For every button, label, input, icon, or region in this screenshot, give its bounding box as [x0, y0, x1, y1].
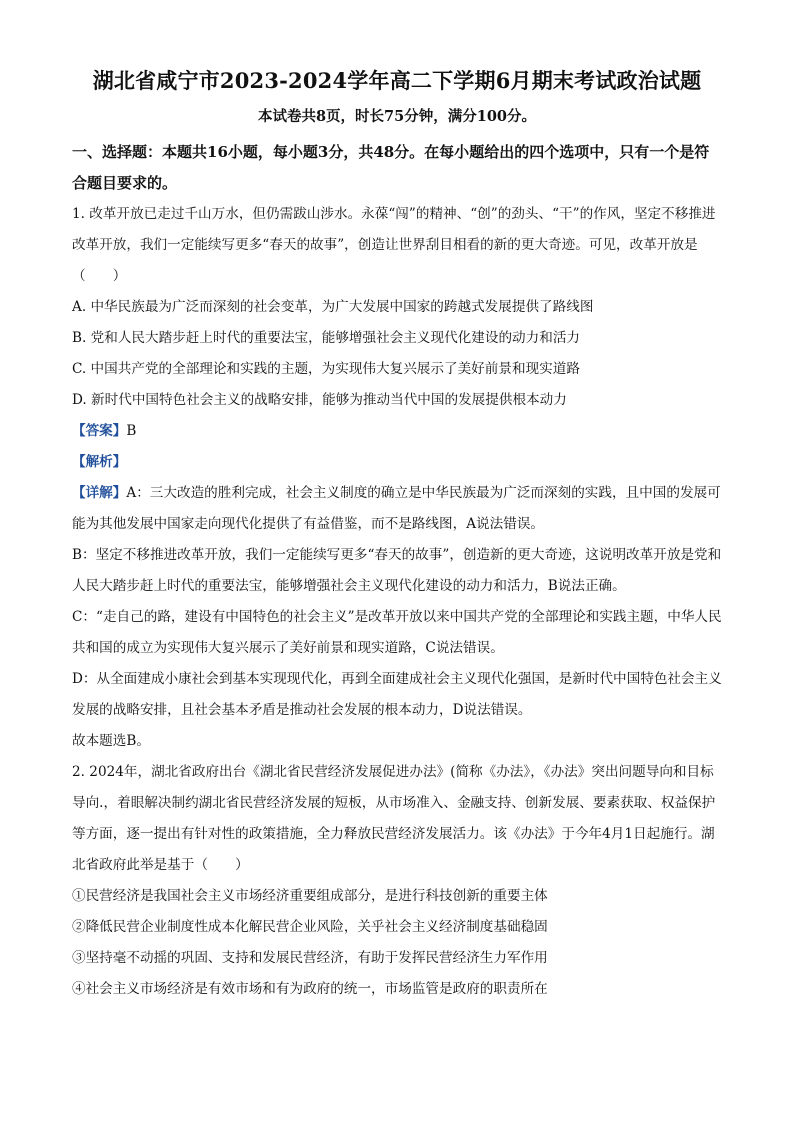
detail-a-text: A：三大改造的胜利完成，社会主义制度的确立是中华民族最为广泛而深刻的实践，且中国的发展可能为其他发展中国家走向现代化提供了有益借鉴，而不是路线图，A说法错误。	[72, 485, 721, 532]
question-2-item-1: ①民营经济是我国社会主义市场经济重要组成部分，是进行科技创新的重要主体	[72, 888, 548, 904]
detail-c: C：“走自己的路，建设有中国特色的社会主义”是改革开放以来中国共产党的全部理论和实践主题，中华人民共和国的成立为实现伟大复兴展示了美好前景和现实道路，C说法错误。	[72, 609, 722, 656]
analysis-label: 【解析】	[72, 454, 127, 470]
document-title: 湖北省咸宁市2023-2024学年高二下学期6月期末考试政治试题	[92, 68, 702, 93]
question-1-option-b: B. 党和人民大踏步赶上时代的重要法宝，能够增强社会主义现代化建设的动力和活力	[72, 330, 581, 346]
detail-b: B：坚定不移推进改革开放，我们一定能续写更多“春天的故事”，创造新的更大奇迹，这说明改革开放是党和人民大踏步赶上时代的重要法宝，能够增强社会主义现代化建设的动力和活力，B说法正确。	[72, 547, 722, 594]
conclusion: 故本题选B。	[72, 733, 150, 749]
question-1-option-c: C. 中国共产党的全部理论和实践的主题，为实现伟大复兴展示了美好前景和现实道路	[72, 361, 580, 377]
question-1-stem: 1. 改革开放已走过千山万水，但仍需跋山涉水。永葆“闯”的精神、“创”的劲头、“干”的作风，坚定不移推进改革开放，我们一定能续写更多“春天的故事”，创造让世界刮目相看的新的更大奇迹。可见，改革开放是（ ）	[72, 206, 716, 284]
detail-label: 【详解】	[72, 485, 127, 501]
detail-a	[72, 478, 724, 540]
question-2-item-2: ②降低民营企业制度性成本化解民营企业风险，关乎社会主义经济制度基础稳固	[72, 919, 548, 935]
question-2-item-4: ④社会主义市场经济是有效市场和有为政府的统一，市场监管是政府的职责所在	[72, 981, 548, 997]
analysis-line	[72, 447, 724, 478]
detail-d: D：从全面建成小康社会到基本实现现代化，再到全面建成社会主义现代化强国，是新时代中国特色社会主义发展的战略安排，且社会基本矛盾是推动社会发展的根本动力，D说法错误。	[72, 671, 722, 718]
answer-value: B	[126, 423, 137, 439]
question-2-stem: 2. 2024年，湖北省政府出台《湖北省民营经济发展促进办法》(简称《办法》，《办法》突出问题导向和目标导向.，着眼解决制约湖北省民营经济发展的短板，从市场准入、金融支持、创新发展、要素获取、权益保护等方面，逐一提出有针对性的政策措施，全力释放民营经济发展活力。该《办法》于今年4月1日起施行。湖北省政府此举是基于（ ）	[72, 764, 716, 873]
question-2-item-3: ③坚持毫不动摇的巩固、支持和发展民营经济，有助于发挥民营经济生力军作用	[72, 950, 548, 966]
question-1-option-a: A. 中华民族最为广泛而深刻的社会变革，为广大发展中国家的跨越式发展提供了路线图	[72, 299, 594, 315]
question-1-option-d: D. 新时代中国特色社会主义的战略安排，能够为推动当代中国的发展提供根本动力	[72, 392, 567, 408]
exam-info: 本试卷共8页，时长75分钟，满分100分。	[257, 108, 537, 125]
section-heading: 一、选择题：本题共16小题，每小题3分，共48分。在每小题给出的四个选项中，只有一个是符合题目要求的。	[72, 143, 710, 192]
answer-label: 【答案】	[72, 423, 127, 439]
document-body	[72, 199, 724, 1005]
answer-line	[72, 416, 724, 447]
